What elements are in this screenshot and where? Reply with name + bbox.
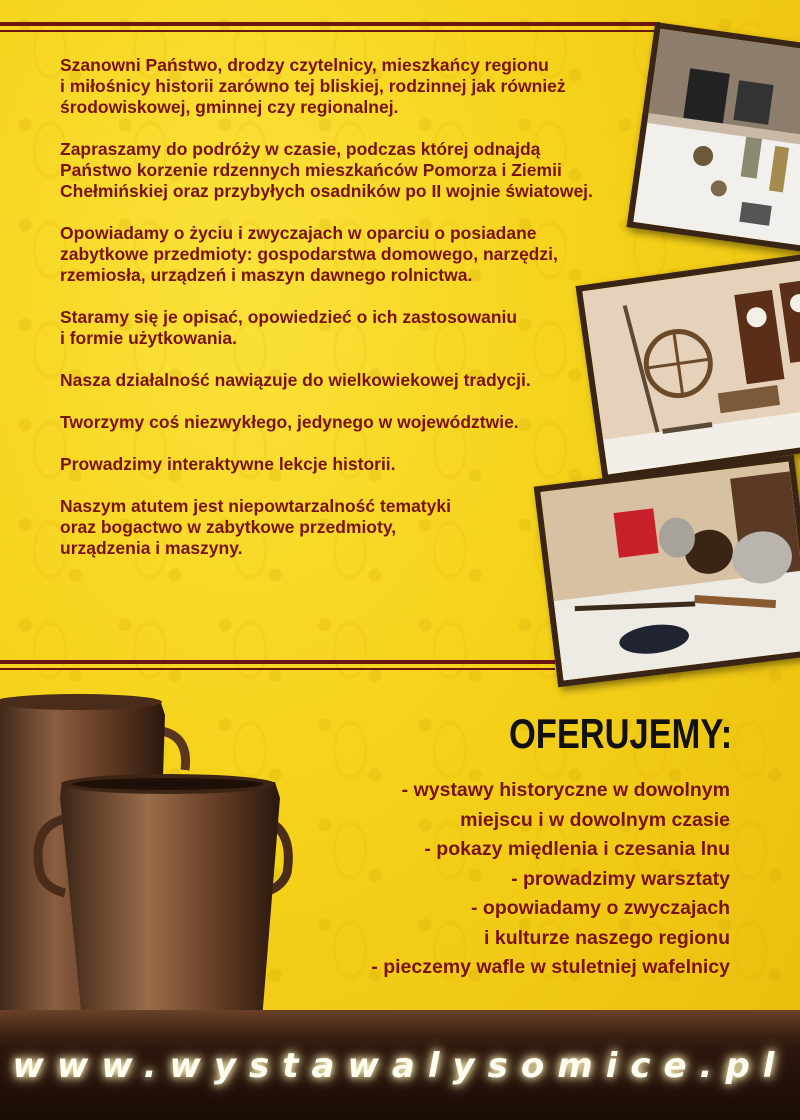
offer-item: - wystawy historyczne w dowolnym xyxy=(401,779,730,801)
intro-paragraph: Zapraszamy do podróży w czasie, podczas której odnajdą Państwo korzenie rdzennych mieszkańców Pomorza i Ziemii Chełmińskiej oraz przybyłych osadników po II wojnie światowej. xyxy=(60,139,593,201)
middle-rule-thin xyxy=(0,668,555,670)
intro-paragraph: Nasza działalność nawiązuje do wielkowiekowej tradycji. xyxy=(60,370,531,390)
photo-exhibition-lamps xyxy=(627,22,800,253)
intro-paragraph: Naszym atutem jest niepowtarzalność tematyki oraz bogactwo w zabytkowe przedmioty, urządzenia i maszyny. xyxy=(60,496,451,558)
top-rule-thin xyxy=(0,30,660,32)
offer-item: i kulturze naszego regionu xyxy=(484,926,730,949)
offer-item: - pokazy międlenia i czesania lnu xyxy=(424,838,730,860)
offer-item: - opowiadamy o zwyczajach xyxy=(471,897,730,919)
offer-item: - prowadzimy warsztaty xyxy=(511,867,730,890)
intro-paragraph: Prowadzimy interaktywne lekcje historii. xyxy=(60,454,396,474)
wooden-shelf xyxy=(0,1010,800,1036)
offer-item: - pieczemy wafle w stuletniej wafelnicy xyxy=(371,956,730,978)
offer-title: OFERUJEMY: xyxy=(508,710,732,757)
intro-paragraph: Szanowni Państwo, drodzy czytelnicy, mieszkańcy regionu i miłośnicy historii zarówno tej bliskiej, rodzinnej jak również środowiskowej, gminnej czy regionalnej. xyxy=(60,55,566,117)
intro-paragraph: Opowiadamy o życiu i zwyczajach w oparciu o posiadane zabytkowe przedmioty: gospodarstwa domowego, narzędzi, rzemiosła, urządzeń i maszyn dawnego rolnictwa. xyxy=(60,223,558,285)
offer-list xyxy=(371,776,730,983)
middle-rule xyxy=(0,660,555,664)
stoneware-pots-image xyxy=(0,690,320,1030)
website-link[interactable]: www.wystawalysomice.pl xyxy=(12,1046,788,1086)
intro-paragraph: Staramy się je opisać, opowiedzieć o ich zastosowaniu i formie użytkowania. xyxy=(60,307,518,348)
intro-paragraph: Tworzymy coś niezwykłego, jedynego w województwie. xyxy=(60,412,519,432)
offer-item: miejscu i w dowolnym czasie xyxy=(460,808,730,831)
photo-spinning-wheel-clocks xyxy=(575,252,800,481)
photo-helmets-tools xyxy=(534,455,800,687)
top-rule xyxy=(0,22,660,26)
